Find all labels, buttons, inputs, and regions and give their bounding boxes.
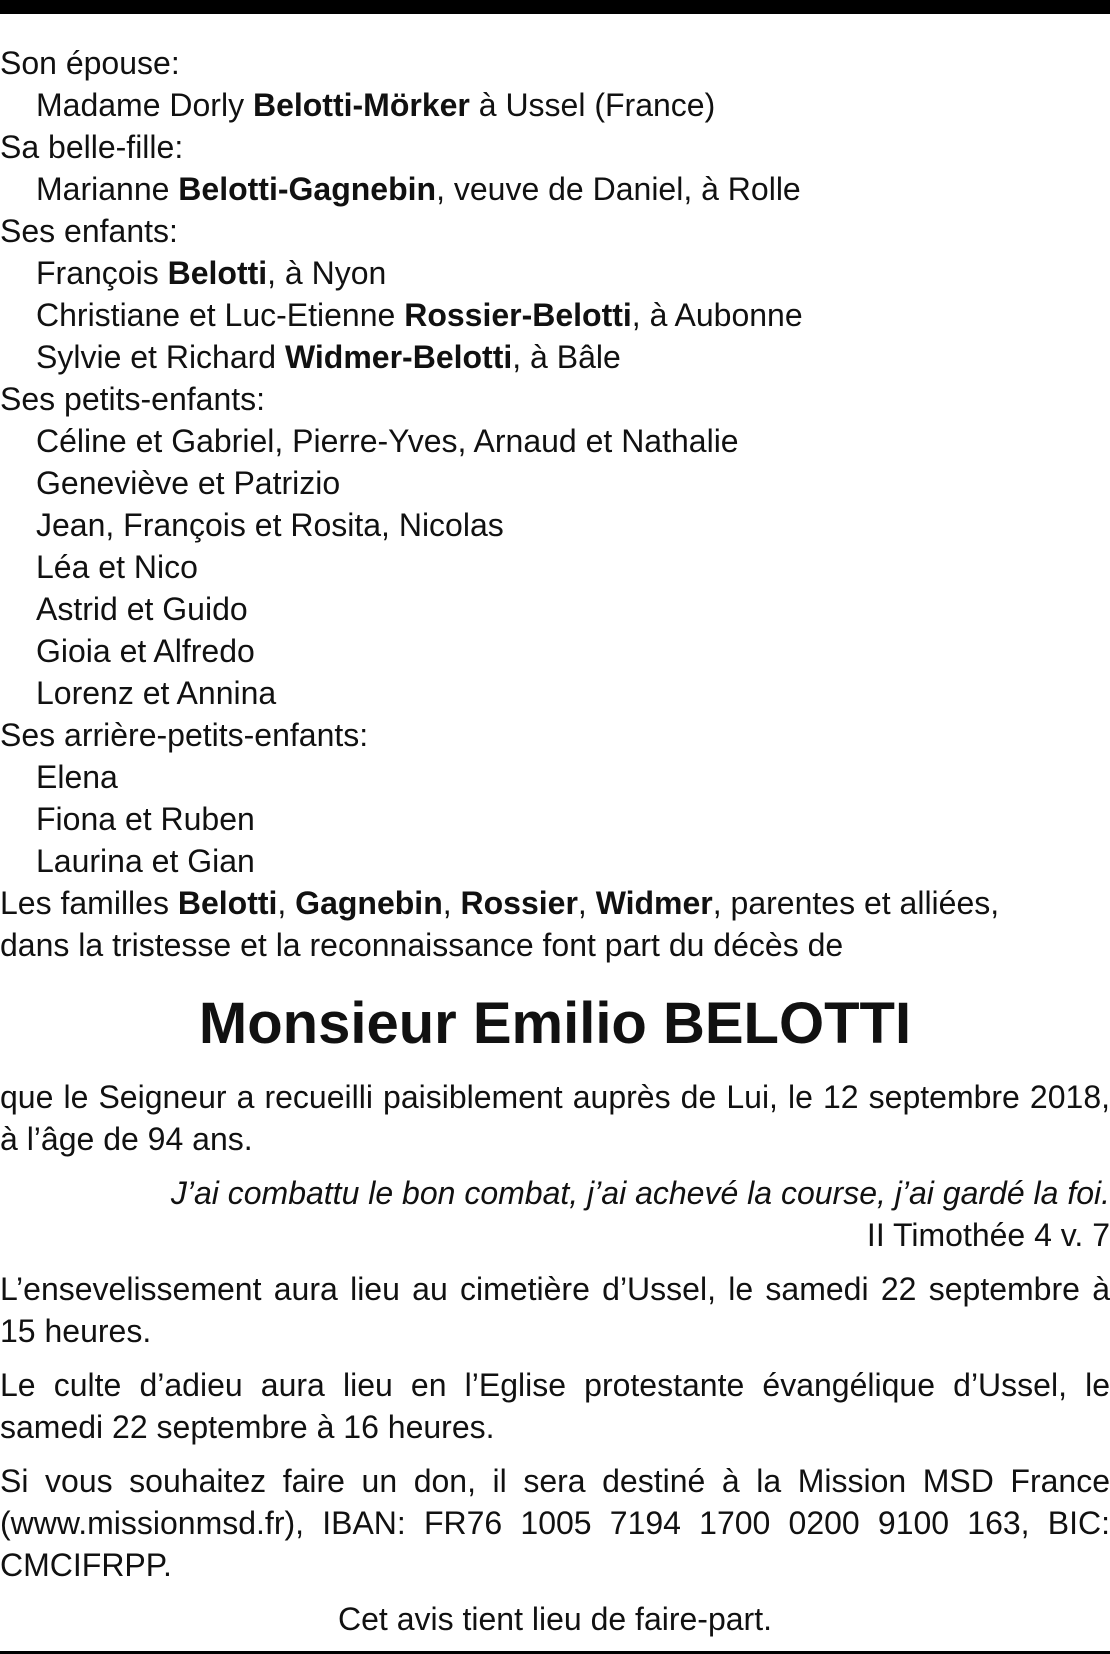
text-segment: , à Nyon	[267, 255, 387, 291]
relative-entry	[0, 420, 1110, 462]
text-segment: Astrid et Guido	[36, 591, 248, 627]
family-name: Belotti	[177, 885, 278, 921]
relative-entry	[0, 252, 1110, 294]
family-name: Belotti	[167, 255, 268, 291]
text-segment: à Ussel (France)	[469, 87, 716, 123]
relation-heading: Ses arrière-petits-enfants:	[0, 717, 369, 753]
family-name: Widmer-Belotti	[284, 339, 513, 375]
text-segment: François	[36, 255, 168, 291]
relation-heading: Ses petits-enfants:	[0, 381, 266, 417]
text-segment: ,	[577, 885, 596, 921]
relative-entry	[0, 336, 1110, 378]
relation-heading: Sa belle-fille:	[0, 129, 184, 165]
text-segment: , parentes et alliées,	[712, 885, 1000, 921]
text-segment: Laurina et Gian	[36, 843, 255, 879]
family-name: Gagnebin	[295, 885, 443, 921]
text-segment: Fiona et Ruben	[36, 801, 255, 837]
text-segment: Lorenz et Annina	[36, 675, 277, 711]
top-rule	[0, 0, 1110, 14]
relative-entry	[0, 672, 1110, 714]
text-segment: Elena	[36, 759, 118, 795]
relation-heading	[0, 882, 1110, 924]
obituary-notice	[0, 42, 1110, 1640]
family-name: Rossier	[460, 885, 578, 921]
text-segment: Jean, François et Rosita, Nicolas	[36, 507, 504, 543]
relative-entry	[0, 504, 1110, 546]
bible-reference: II Timothée 4 v. 7	[866, 1217, 1110, 1253]
relation-heading: dans la tristesse et la reconnaissance font part du décès de	[0, 927, 844, 963]
relation-heading: Son épouse:	[0, 45, 180, 81]
family-name: Rossier-Belotti	[404, 297, 632, 333]
relative-entry	[0, 84, 1110, 126]
relative-entry	[0, 462, 1110, 504]
text-segment: Léa et Nico	[36, 549, 198, 585]
donation-info: Si vous souhaitez faire un don, il sera destiné à la Mission MSD France (www.missionmsd.fr), IBAN: FR76 1005 7194 1700 0200 9100 163, BIC: CMCIFRPP.	[0, 1463, 1110, 1583]
family-name: Belotti-Gagnebin	[178, 171, 437, 207]
relative-entry	[0, 756, 1110, 798]
text-segment: Les familles	[0, 885, 178, 921]
text-segment: , à Bâle	[512, 339, 621, 375]
text-segment: Madame Dorly	[36, 87, 253, 123]
text-segment: , veuve de Daniel, à Rolle	[436, 171, 801, 207]
bible-quote: J’ai combattu le bon combat, j’ai achevé la course, j’ai gardé la foi.	[170, 1175, 1110, 1211]
relatives-list	[0, 42, 1110, 966]
text-segment: ,	[277, 885, 296, 921]
relative-entry	[0, 294, 1110, 336]
text-segment: Gioia et Alfredo	[36, 633, 255, 669]
deceased-name: Monsieur Emilio BELOTTI	[198, 991, 912, 1056]
relative-entry	[0, 546, 1110, 588]
relative-entry	[0, 588, 1110, 630]
closing-line: Cet avis tient lieu de faire-part.	[338, 1601, 772, 1637]
text-segment: Sylvie et Richard	[36, 339, 285, 375]
text-segment: Christiane et Luc-Etienne	[36, 297, 405, 333]
relative-entry	[0, 840, 1110, 882]
text-segment: Céline et Gabriel, Pierre-Yves, Arnaud et Nathalie	[36, 423, 739, 459]
relative-entry	[0, 168, 1110, 210]
relative-entry	[0, 630, 1110, 672]
death-notice: que le Seigneur a recueilli paisiblement auprès de Lui, le 12 septembre 2018, à l’âge de 94 ans.	[0, 1079, 1110, 1157]
text-segment: , à Aubonne	[631, 297, 803, 333]
text-segment: ,	[442, 885, 461, 921]
burial-info: L’ensevelissement aura lieu au cimetière d’Ussel, le samedi 22 septembre à 15 heures.	[0, 1271, 1110, 1349]
family-name: Widmer	[595, 885, 713, 921]
family-name: Belotti-Mörker	[252, 87, 470, 123]
text-segment: Marianne	[36, 171, 179, 207]
text-segment: Geneviève et Patrizio	[36, 465, 341, 501]
relative-entry	[0, 798, 1110, 840]
service-info: Le culte d’adieu aura lieu en l’Eglise protestante évangélique d’Ussel, le samedi 22 septembre à 16 heures.	[0, 1367, 1110, 1445]
relation-heading: Ses enfants:	[0, 213, 178, 249]
